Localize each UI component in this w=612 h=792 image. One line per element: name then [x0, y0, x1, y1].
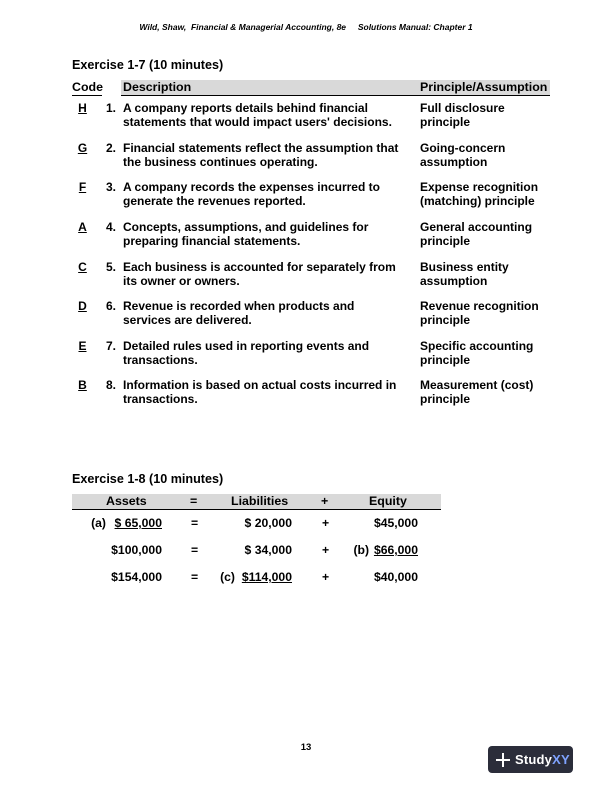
equity-value: $40,000	[373, 570, 418, 584]
assets-column-header: Assets	[106, 494, 147, 508]
code-answer: G	[77, 141, 88, 155]
item-number: 7.	[106, 339, 117, 353]
item-description: Revenue is recorded when products and services are delivered.	[123, 299, 355, 327]
item-principle: Going-concern assumption	[420, 141, 506, 169]
principle-column-header: Principle/Assumption	[420, 80, 548, 94]
plus-column-header: +	[321, 494, 329, 508]
code-header-rule	[72, 95, 102, 96]
equity-label: (b)	[353, 543, 369, 557]
exercise-1-7-heading: Exercise 1-7 (10 minutes)	[72, 58, 224, 72]
plus-sign: +	[322, 570, 330, 584]
code-answer: C	[78, 260, 87, 274]
plus-sign: +	[322, 543, 330, 557]
item-principle: Revenue recognition principle	[420, 299, 539, 327]
item-description: A company records the expenses incurred to generate the revenues reported.	[123, 180, 380, 208]
code-answer: F	[78, 180, 87, 194]
brand-accent: XY	[552, 752, 570, 767]
code-answer: H	[78, 101, 87, 115]
studyxy-logo-badge	[488, 746, 573, 773]
code-answer: A	[78, 220, 87, 234]
code-answer: E	[78, 339, 87, 353]
equals-sign: =	[191, 543, 199, 557]
page-number: 13	[300, 742, 312, 753]
equals-column-header: =	[190, 494, 198, 508]
equals-sign: =	[191, 516, 199, 530]
equity-value: $45,000	[373, 516, 418, 530]
code-column-header: Code	[72, 80, 103, 94]
item-description: Financial statements reflect the assumption that the business continues operating.	[123, 141, 399, 169]
liabilities-value: $ 34,000	[244, 543, 292, 557]
item-principle: Business entity assumption	[420, 260, 509, 288]
item-principle: Expense recognition (matching) principle	[420, 180, 539, 208]
item-principle: Measurement (cost) principle	[420, 378, 534, 406]
item-number: 5.	[106, 260, 117, 274]
liabilities-label: (c)	[220, 570, 235, 584]
item-number: 6.	[106, 299, 117, 313]
item-description: Each business is accounted for separately from its owner or owners.	[123, 260, 396, 288]
item-description: Information is based on actual costs incurred in transactions.	[123, 378, 397, 406]
item-description: A company reports details behind financial statements that would impact users' decisions.	[123, 101, 392, 129]
assets-label: (a)	[91, 516, 106, 530]
running-header: Wild, Shaw, Financial & Managerial Accounting, 8e Solutions Manual: Chapter 1	[139, 22, 473, 32]
item-number: 4.	[106, 220, 117, 234]
equation-header-rule	[72, 509, 441, 510]
item-description: Concepts, assumptions, and guidelines for preparing financial statements.	[123, 220, 369, 248]
brand-name: Study	[515, 752, 553, 767]
code-answer: D	[78, 299, 87, 313]
assets-value: $154,000	[111, 570, 162, 584]
item-number: 2.	[106, 141, 117, 155]
liabilities-value: $114,000	[241, 570, 292, 584]
description-column-header: Description	[123, 80, 192, 94]
description-header-rule	[121, 95, 550, 96]
item-number: 3.	[106, 180, 117, 194]
liabilities-column-header: Liabilities	[231, 494, 289, 508]
item-number: 8.	[106, 378, 117, 392]
item-number: 1.	[106, 101, 117, 115]
item-principle: Specific accounting principle	[420, 339, 534, 367]
plus-sign: +	[322, 516, 330, 530]
item-principle: Full disclosure principle	[420, 101, 505, 129]
equity-value: $66,000	[373, 543, 418, 557]
code-answer: B	[78, 378, 87, 392]
item-principle: General accounting principle	[420, 220, 533, 248]
assets-value: $100,000	[111, 543, 162, 557]
assets-value: $ 65,000	[114, 516, 162, 530]
liabilities-value: $ 20,000	[244, 516, 292, 530]
exercise-1-8-heading: Exercise 1-8 (10 minutes)	[72, 472, 224, 486]
equity-column-header: Equity	[369, 494, 407, 508]
plus-icon	[495, 752, 511, 768]
equals-sign: =	[191, 570, 199, 584]
item-description: Detailed rules used in reporting events and transactions.	[123, 339, 370, 367]
